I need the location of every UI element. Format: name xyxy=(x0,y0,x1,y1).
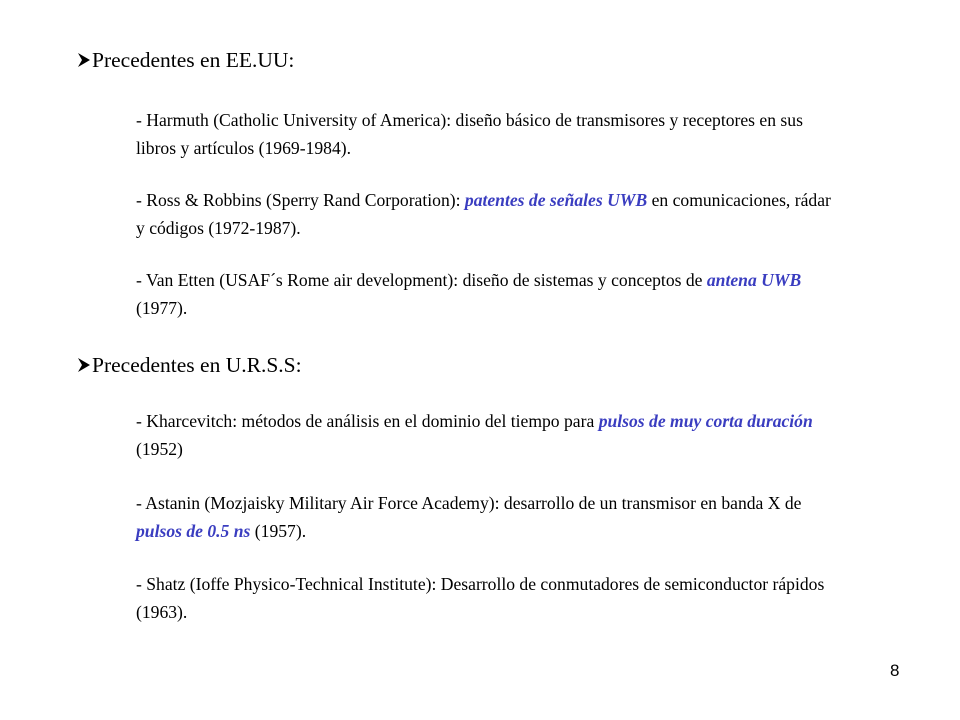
list-item-kharcevitch xyxy=(136,407,836,463)
section-heading-usa xyxy=(78,47,294,73)
list-item-astanin xyxy=(136,489,836,545)
section-heading-text: Precedentes en EE.UU: xyxy=(92,48,295,72)
item-text: (1977). xyxy=(136,298,188,318)
arrow-bullet-icon xyxy=(78,52,91,68)
list-item-harmuth xyxy=(136,106,836,162)
item-text: - Shatz (Ioffe Physico-Technical Institute): Desarrollo de conmutadores de semiconductor rápidos (1963). xyxy=(136,574,825,622)
list-item-van-etten xyxy=(136,266,836,322)
highlighted-term: antena UWB xyxy=(706,270,802,290)
highlighted-term: pulsos de muy corta duración xyxy=(598,411,813,431)
highlighted-term: patentes de señales UWB xyxy=(464,190,648,210)
section-heading-text: Precedentes en U.R.S.S: xyxy=(92,353,302,377)
item-text: en comunicaciones, rádar y códigos (1972-1987). xyxy=(136,190,831,238)
list-item-ross-robbins xyxy=(136,186,836,242)
section-heading-urss xyxy=(78,352,302,378)
item-text: - Ross & Robbins (Sperry Rand Corporation): xyxy=(136,190,465,210)
item-text: (1957). xyxy=(250,521,307,541)
list-item-shatz xyxy=(136,570,836,626)
item-text: - Astanin (Mozjaisky Military Air Force Academy): desarrollo de un transmisor en banda X de xyxy=(136,493,802,513)
item-text: - Kharcevitch: métodos de análisis en el dominio del tiempo para xyxy=(136,411,599,431)
item-text: (1952) xyxy=(136,439,183,459)
highlighted-term: pulsos de 0.5 ns xyxy=(136,521,251,541)
page-number: 8 xyxy=(890,661,900,680)
item-text: - Van Etten (USAF´s Rome air development): diseño de sistemas y conceptos de xyxy=(136,270,707,290)
item-text: - Harmuth (Catholic University of America): diseño básico de transmisores y receptores en sus libros y artículos (1969-1984). xyxy=(136,110,803,158)
arrow-bullet-icon xyxy=(78,357,91,373)
